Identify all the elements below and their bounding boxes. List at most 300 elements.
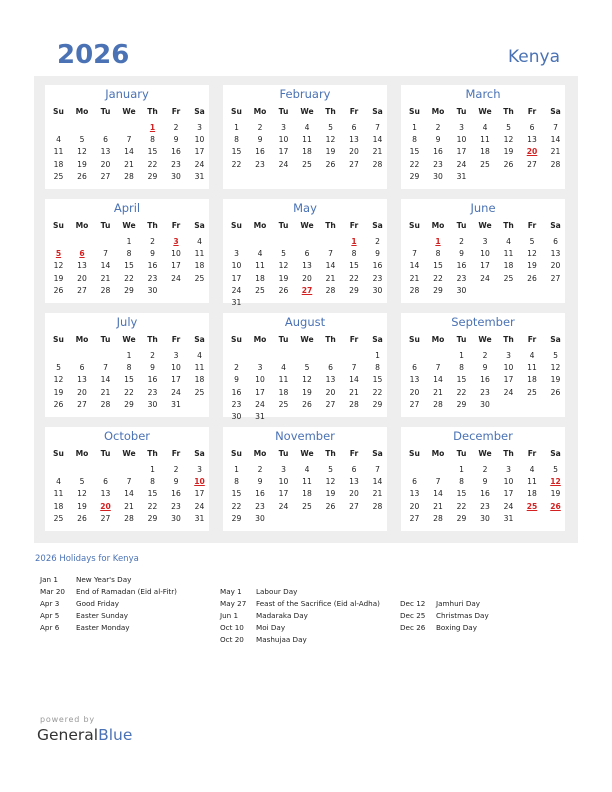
day: 6 xyxy=(412,363,417,373)
day: 3 xyxy=(459,123,464,132)
day: 25 xyxy=(278,399,289,409)
weekday-header: Tu xyxy=(456,335,467,344)
holiday-date: Dec 26 xyxy=(400,623,426,632)
day: 9 xyxy=(375,249,380,259)
day: 8 xyxy=(435,249,441,259)
day: 11 xyxy=(302,135,312,145)
month-april xyxy=(45,199,209,303)
day: 13 xyxy=(77,261,87,271)
day: 31 xyxy=(194,171,205,181)
day: 27 xyxy=(349,501,359,511)
day: 20 xyxy=(349,489,359,499)
day: 21 xyxy=(550,147,561,157)
day: 30 xyxy=(433,171,443,181)
day: 25 xyxy=(194,387,205,397)
holiday-name: Labour Day xyxy=(256,587,298,596)
month-november xyxy=(223,427,387,531)
day: 13 xyxy=(349,477,359,487)
holiday-date: Dec 25 xyxy=(400,611,426,620)
day: 10 xyxy=(503,363,514,373)
day: 17 xyxy=(503,489,514,499)
weekday-header: We xyxy=(300,221,314,230)
weekday-header: Mo xyxy=(75,449,89,458)
day: 7 xyxy=(435,477,441,487)
weekday-header: Tu xyxy=(100,335,111,344)
day: 4 xyxy=(197,351,202,360)
day: 21 xyxy=(433,387,443,397)
day: 8 xyxy=(412,135,417,145)
day: 29 xyxy=(456,513,467,523)
day: 18 xyxy=(503,261,514,271)
weekday-header: Sa xyxy=(194,335,205,344)
month-name: December xyxy=(453,429,513,443)
day: 12 xyxy=(53,375,64,385)
day: 15 xyxy=(147,489,158,499)
weekday-header: Tu xyxy=(278,107,289,116)
holiday-date: Oct 10 xyxy=(220,623,244,632)
day: 27 xyxy=(100,171,111,181)
day: 2 xyxy=(150,237,155,246)
day: 11 xyxy=(278,375,289,385)
day: 15 xyxy=(372,375,383,385)
weekday-header: Su xyxy=(53,335,64,344)
weekday-header: Mo xyxy=(431,449,445,458)
weekday-header: Tu xyxy=(100,221,111,230)
day: 10 xyxy=(171,363,181,373)
day: 5 xyxy=(281,249,286,259)
day: 1 xyxy=(375,351,380,360)
weekday-header: Fr xyxy=(171,107,181,116)
day: 13 xyxy=(100,147,111,157)
day: 21 xyxy=(100,387,111,397)
weekday-header: Sa xyxy=(550,335,561,344)
day: 7 xyxy=(435,363,441,373)
holiday-day: 1 xyxy=(351,237,357,246)
day: 11 xyxy=(503,249,514,259)
day: 2 xyxy=(435,123,441,132)
day: 2 xyxy=(375,237,380,246)
day: 26 xyxy=(325,159,336,169)
logo-general-text: General xyxy=(37,726,99,744)
day: 18 xyxy=(302,147,312,157)
day: 15 xyxy=(456,375,467,385)
holiday-date: Dec 12 xyxy=(400,599,426,608)
weekday-header: Fr xyxy=(171,449,181,458)
day: 16 xyxy=(433,147,443,157)
day: 7 xyxy=(103,249,108,259)
day: 25 xyxy=(503,273,514,283)
day: 25 xyxy=(53,171,64,181)
weekday-header: Su xyxy=(231,107,242,116)
day: 20 xyxy=(100,159,111,169)
day: 22 xyxy=(231,159,242,169)
day: 14 xyxy=(100,375,111,385)
weekday-header: Th xyxy=(147,107,158,116)
day: 19 xyxy=(550,489,561,499)
day: 8 xyxy=(126,249,132,259)
day: 26 xyxy=(278,285,289,295)
weekday-header: Sa xyxy=(372,449,383,458)
month-name: August xyxy=(284,315,326,329)
weekday-header: We xyxy=(300,449,314,458)
day: 18 xyxy=(480,147,490,157)
weekday-header: We xyxy=(478,107,492,116)
weekday-header: Tu xyxy=(278,449,289,458)
holiday-day: 1 xyxy=(149,123,156,132)
weekday-header: We xyxy=(300,107,314,116)
weekday-header: Su xyxy=(231,221,242,230)
day: 10 xyxy=(503,477,514,487)
day: 21 xyxy=(433,501,443,511)
day: 26 xyxy=(527,273,537,283)
day: 21 xyxy=(372,489,383,499)
day: 26 xyxy=(77,171,87,181)
day: 23 xyxy=(147,387,158,397)
day: 24 xyxy=(171,387,181,397)
weekday-header: Sa xyxy=(372,335,383,344)
day: 22 xyxy=(409,159,420,169)
day: 16 xyxy=(171,489,181,499)
day: 5 xyxy=(328,465,333,474)
day: 19 xyxy=(77,501,87,511)
day: 29 xyxy=(409,171,420,181)
day: 9 xyxy=(150,363,155,373)
day: 12 xyxy=(77,489,87,499)
day: 24 xyxy=(194,159,205,169)
month-august xyxy=(223,313,387,421)
day: 9 xyxy=(459,249,464,259)
day: 8 xyxy=(459,363,464,373)
day: 30 xyxy=(171,171,181,181)
day: 14 xyxy=(124,147,134,157)
day: 31 xyxy=(171,399,181,409)
holidays-title: 2026 Holidays for Kenya xyxy=(35,554,139,564)
day: 11 xyxy=(527,363,537,373)
day: 15 xyxy=(124,375,134,385)
day: 6 xyxy=(351,465,357,474)
day: 9 xyxy=(234,375,239,385)
day: 13 xyxy=(409,489,420,499)
day: 12 xyxy=(325,135,336,145)
day: 23 xyxy=(456,273,467,283)
day: 16 xyxy=(456,261,467,271)
day: 15 xyxy=(124,261,134,271)
weekday-header: Su xyxy=(231,449,242,458)
day: 4 xyxy=(304,465,310,474)
weekday-header: Tu xyxy=(278,335,289,344)
weekday-header: Th xyxy=(503,107,514,116)
month-february xyxy=(223,85,387,189)
month-may xyxy=(223,199,387,307)
weekday-header: Sa xyxy=(194,221,205,230)
day: 3 xyxy=(234,249,239,259)
day: 22 xyxy=(124,273,134,283)
day: 24 xyxy=(278,159,289,169)
day: 12 xyxy=(53,261,64,271)
weekday-header: Fr xyxy=(349,221,359,230)
day: 4 xyxy=(529,351,535,360)
day: 30 xyxy=(147,399,158,409)
day: 10 xyxy=(278,477,289,487)
day: 28 xyxy=(100,285,111,295)
day: 8 xyxy=(375,363,380,373)
day: 21 xyxy=(409,273,420,283)
day: 5 xyxy=(304,363,310,373)
day: 15 xyxy=(147,147,158,157)
day: 27 xyxy=(349,159,359,169)
holiday-name: Feast of the Sacrifice (Eid al-Adha) xyxy=(256,599,380,608)
weekday-header: We xyxy=(122,107,136,116)
month-name: October xyxy=(103,429,151,443)
day: 13 xyxy=(409,375,420,385)
day: 18 xyxy=(527,489,537,499)
month-december xyxy=(401,427,565,531)
holiday-date: Mar 20 xyxy=(40,587,65,596)
holiday-name: Boxing Day xyxy=(436,623,477,632)
day: 23 xyxy=(171,501,181,511)
day: 28 xyxy=(372,501,383,511)
holiday-name: Jamhuri Day xyxy=(436,599,481,608)
day: 2 xyxy=(234,363,239,373)
holiday-date: May 27 xyxy=(220,599,247,608)
day: 10 xyxy=(171,249,181,259)
day: 22 xyxy=(147,159,158,169)
day: 24 xyxy=(255,399,265,409)
day: 26 xyxy=(550,387,561,397)
day: 25 xyxy=(302,159,312,169)
day: 1 xyxy=(126,237,132,246)
weekday-header: Mo xyxy=(253,449,267,458)
day: 1 xyxy=(234,123,239,132)
day: 20 xyxy=(550,261,561,271)
weekday-header: Tu xyxy=(100,449,111,458)
month-name: February xyxy=(279,87,331,101)
day: 19 xyxy=(53,387,64,397)
month-name: November xyxy=(275,429,335,443)
day: 7 xyxy=(351,363,357,373)
day: 27 xyxy=(527,159,537,169)
day: 27 xyxy=(409,513,420,523)
day: 13 xyxy=(100,489,111,499)
holiday-date: Jun 1 xyxy=(220,611,239,620)
day: 6 xyxy=(103,477,108,487)
month-june xyxy=(401,199,565,303)
day: 24 xyxy=(503,387,514,397)
day: 24 xyxy=(231,285,242,295)
day: 1 xyxy=(234,465,239,474)
weekday-header: Th xyxy=(147,335,158,344)
weekday-header: We xyxy=(122,449,136,458)
day: 18 xyxy=(527,375,537,385)
weekday-header: Su xyxy=(409,221,420,230)
day: 31 xyxy=(231,298,242,307)
weekday-header: Tu xyxy=(456,449,467,458)
weekday-header: Tu xyxy=(456,107,467,116)
day: 4 xyxy=(482,123,488,132)
day: 22 xyxy=(456,387,467,397)
day: 24 xyxy=(278,501,289,511)
day: 4 xyxy=(281,363,286,373)
weekday-header: Tu xyxy=(100,107,111,116)
day: 25 xyxy=(480,159,490,169)
holiday-day: 25 xyxy=(526,501,538,511)
month-name: July xyxy=(116,315,138,329)
day: 30 xyxy=(372,285,383,295)
day: 9 xyxy=(173,135,179,145)
day: 29 xyxy=(147,171,158,181)
day: 1 xyxy=(150,465,155,474)
day: 2 xyxy=(459,237,464,246)
day: 22 xyxy=(456,501,467,511)
day: 15 xyxy=(456,489,467,499)
holiday-name: Easter Monday xyxy=(76,623,130,632)
day: 4 xyxy=(506,237,511,246)
day: 5 xyxy=(553,465,558,474)
day: 4 xyxy=(197,237,202,246)
day: 14 xyxy=(433,489,443,499)
day: 23 xyxy=(231,399,242,409)
day: 26 xyxy=(53,285,64,295)
holiday-name: New Year's Day xyxy=(76,575,132,584)
country-title: Kenya xyxy=(507,47,560,67)
day: 28 xyxy=(349,399,359,409)
month-july xyxy=(45,313,209,417)
day: 27 xyxy=(77,285,87,295)
day: 17 xyxy=(171,261,181,271)
day: 27 xyxy=(409,399,420,409)
holiday-name: Easter Sunday xyxy=(76,611,129,620)
day: 20 xyxy=(409,501,420,511)
day: 13 xyxy=(527,135,537,145)
day: 9 xyxy=(482,363,488,373)
day: 17 xyxy=(480,261,490,271)
day: 26 xyxy=(77,513,87,523)
day: 25 xyxy=(194,273,205,283)
day: 27 xyxy=(100,513,111,523)
day: 9 xyxy=(257,477,263,487)
logo-blue-text: Blue xyxy=(98,726,133,744)
day: 11 xyxy=(53,147,64,157)
day: 30 xyxy=(255,513,265,523)
day: 27 xyxy=(325,399,336,409)
day: 7 xyxy=(375,123,380,132)
day: 10 xyxy=(480,249,490,259)
weekday-header: Su xyxy=(53,107,64,116)
day: 11 xyxy=(527,477,537,487)
day: 13 xyxy=(550,249,561,259)
weekday-header: We xyxy=(300,335,314,344)
day: 21 xyxy=(124,501,134,511)
day: 12 xyxy=(302,375,312,385)
day: 3 xyxy=(197,123,202,132)
day: 3 xyxy=(197,465,202,474)
day: 2 xyxy=(173,123,179,132)
day: 29 xyxy=(147,513,158,523)
day: 16 xyxy=(147,261,158,271)
holiday-date: Oct 20 xyxy=(220,635,244,644)
weekday-header: Mo xyxy=(75,335,89,344)
day: 24 xyxy=(456,159,467,169)
weekday-header: Fr xyxy=(171,221,181,230)
holiday-name: Mashujaa Day xyxy=(256,635,307,644)
day: 5 xyxy=(529,237,535,246)
weekday-header: Mo xyxy=(431,221,445,230)
day: 29 xyxy=(231,513,242,523)
day: 6 xyxy=(412,477,417,487)
day: 23 xyxy=(480,387,490,397)
weekday-header: Fr xyxy=(349,449,359,458)
day: 8 xyxy=(351,249,357,259)
day: 8 xyxy=(234,135,239,145)
weekday-header: We xyxy=(478,335,492,344)
month-name: September xyxy=(451,315,515,329)
day: 16 xyxy=(480,489,490,499)
day: 18 xyxy=(194,375,205,385)
day: 3 xyxy=(506,465,511,474)
day: 3 xyxy=(173,351,179,360)
day: 26 xyxy=(503,159,514,169)
holiday-day: 1 xyxy=(435,237,441,246)
day: 11 xyxy=(194,363,205,373)
day: 25 xyxy=(53,513,64,523)
day: 28 xyxy=(409,285,420,295)
day: 1 xyxy=(412,123,417,132)
weekday-header: We xyxy=(478,221,492,230)
day: 29 xyxy=(124,285,134,295)
day: 16 xyxy=(255,489,265,499)
day: 28 xyxy=(124,171,134,181)
day: 11 xyxy=(302,477,312,487)
weekday-header: Th xyxy=(503,449,514,458)
day: 10 xyxy=(278,135,289,145)
day: 19 xyxy=(325,147,336,157)
weekday-header: Fr xyxy=(527,335,537,344)
holiday-name: Madaraka Day xyxy=(256,611,308,620)
day: 14 xyxy=(349,375,359,385)
weekday-header: Fr xyxy=(349,335,359,344)
month-march xyxy=(401,85,565,189)
day: 17 xyxy=(503,375,514,385)
day: 3 xyxy=(506,351,511,360)
holiday-date: Apr 6 xyxy=(40,623,60,632)
day: 13 xyxy=(325,375,336,385)
day: 1 xyxy=(126,351,132,360)
day: 1 xyxy=(459,351,464,360)
day: 24 xyxy=(480,273,490,283)
day: 5 xyxy=(506,123,511,132)
weekday-header: Fr xyxy=(171,335,181,344)
day: 12 xyxy=(503,135,514,145)
day: 12 xyxy=(278,261,289,271)
day: 22 xyxy=(124,387,134,397)
day: 12 xyxy=(550,363,561,373)
weekday-header: Sa xyxy=(372,107,383,116)
day: 29 xyxy=(433,285,443,295)
day: 22 xyxy=(372,387,383,397)
day: 23 xyxy=(480,501,490,511)
day: 26 xyxy=(325,501,336,511)
weekday-header: Th xyxy=(503,335,514,344)
weekday-header: Fr xyxy=(527,107,537,116)
day: 15 xyxy=(231,489,242,499)
day: 21 xyxy=(325,273,336,283)
day: 16 xyxy=(372,261,383,271)
day: 19 xyxy=(278,273,289,283)
day: 23 xyxy=(372,273,383,283)
day: 9 xyxy=(482,477,488,487)
day: 2 xyxy=(482,465,488,474)
weekday-header: Th xyxy=(147,449,158,458)
